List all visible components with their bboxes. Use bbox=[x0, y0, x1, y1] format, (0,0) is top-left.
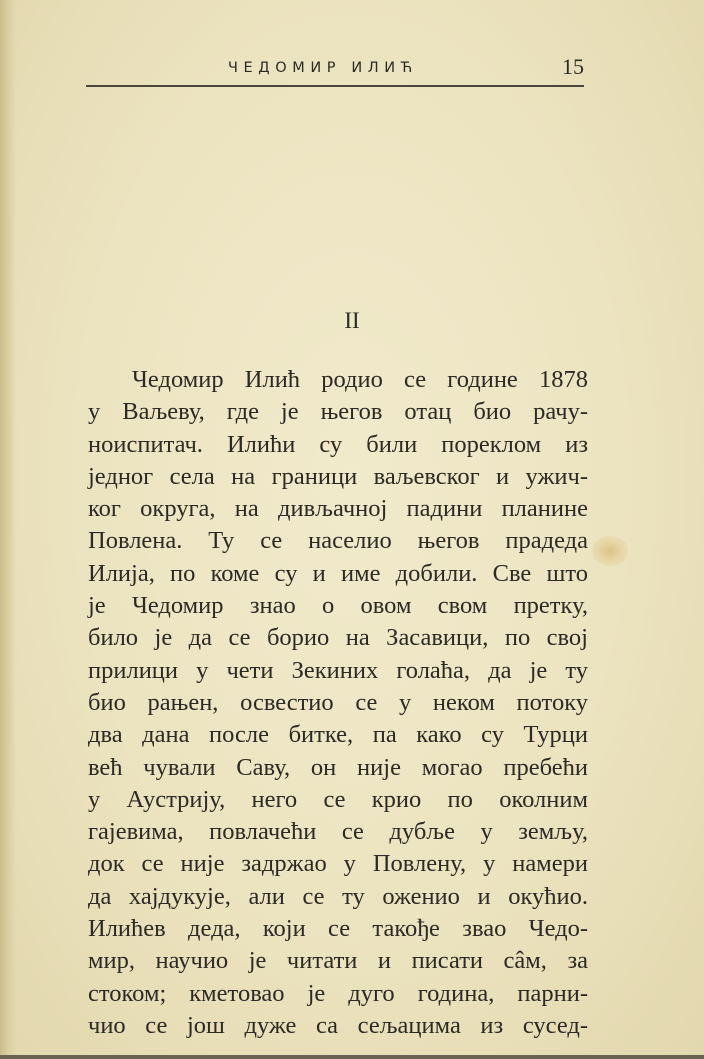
text-line: два дана после битке, па како су Турци bbox=[88, 721, 588, 749]
text-line: једног села на граници ваљевског и ужич- bbox=[88, 462, 588, 490]
text-line: Илићев деда, који се такође звао Чедо- bbox=[88, 915, 588, 943]
text-line: је Чедомир знао о овом свом претку, bbox=[88, 592, 588, 620]
text-line: мир, научио је читати и писати сâм, за bbox=[88, 947, 588, 975]
page-number: 15 bbox=[562, 54, 584, 79]
page-header bbox=[86, 52, 584, 88]
text-line: у Ваљеву, где је његов отац био рачу- bbox=[88, 398, 588, 426]
text-line: Повлена. Ту се населио његов прадеда bbox=[88, 527, 588, 555]
running-head: ЧЕДОМИР ИЛИЋ bbox=[228, 60, 418, 76]
text-line: било је да се борио на Засавици, по свој bbox=[88, 624, 588, 652]
text-line: док се није задржао у Повлену, у намери bbox=[88, 850, 588, 878]
text-line: ког округа, на дивљачној падини планине bbox=[88, 495, 588, 523]
text-line: Илија, по коме су и име добили. Све што bbox=[88, 559, 588, 587]
page-bottom-edge bbox=[0, 1055, 704, 1059]
header-rule bbox=[86, 85, 584, 87]
text-line: у Аустрију, него се крио по околним bbox=[88, 785, 588, 813]
paper-stain bbox=[592, 536, 628, 566]
text-line: већ чували Саву, он није могао пребећи bbox=[88, 753, 588, 781]
text-line: био рањен, освестио се у неком потоку bbox=[88, 688, 588, 716]
text-line: ноиспитач. Илићи су били пореклом из bbox=[88, 430, 588, 458]
text-line: прилици у чети Зекиних голаћа, да је ту bbox=[88, 656, 588, 684]
chapter-numeral: II bbox=[344, 308, 360, 333]
text-line: да хајдукује, али се ту оженио и окућио. bbox=[88, 882, 588, 910]
text-line: Чедомир Илић родио се године 1878 bbox=[132, 366, 588, 393]
page-binding-edge bbox=[0, 0, 16, 1059]
text-line: стоком; кметовао је дуго година, парни- bbox=[88, 979, 588, 1007]
text-line: гајевима, повлачећи се дубље у земљу, bbox=[88, 818, 588, 846]
body-text bbox=[88, 364, 588, 1042]
text-line: чио се још дуже са сељацима из сусед- bbox=[88, 1011, 588, 1039]
